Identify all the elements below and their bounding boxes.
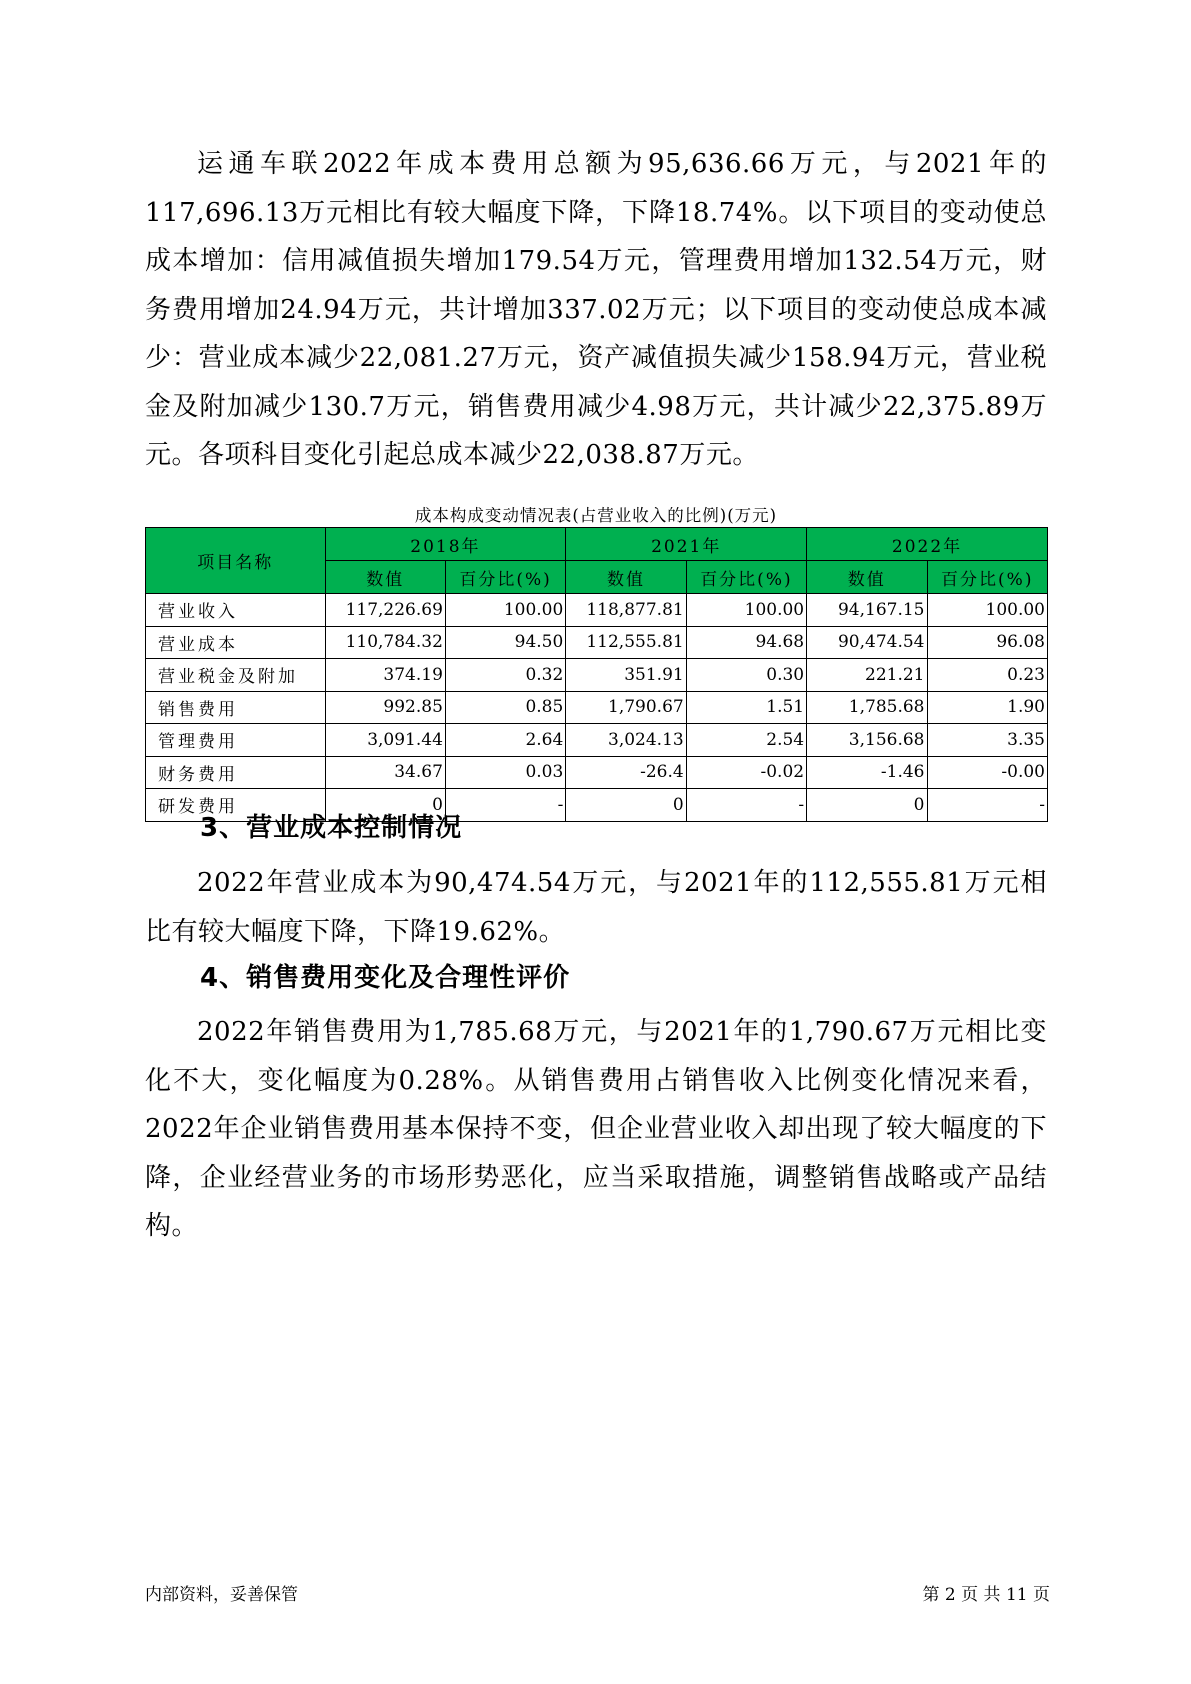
subheader-value: 数值: [566, 561, 686, 594]
cell-value: 110,784.32: [325, 626, 445, 659]
cell-value: 992.85: [325, 691, 445, 724]
header-item-name: 项目名称: [146, 528, 326, 594]
cell-percent: 0.32: [445, 659, 565, 692]
cell-percent: -0.02: [686, 756, 806, 789]
cell-value: 374.19: [325, 659, 445, 692]
cell-value: 94,167.15: [807, 594, 927, 627]
cell-value: 34.67: [325, 756, 445, 789]
subheader-percent: 百分比(%): [445, 561, 565, 594]
table-row: [146, 691, 1048, 724]
cell-percent: 100.00: [686, 594, 806, 627]
row-label: 研发费用: [146, 789, 326, 822]
paragraph-selling-expense: 2022年销售费用为1,785.68万元，与2021年的1,790.67万元相比变化不大，变化幅度为0.28%。从销售费用占销售收入比例变化情况来看，2022年企业销售费用基本保持不变，但企业营业收入却出现了较大幅度的下降，企业经营业务的市场形势恶化，应当采取措施，调整销售战略或产品结构。: [145, 1017, 1047, 1241]
cell-value: 117,226.69: [325, 594, 445, 627]
cell-percent: 2.54: [686, 724, 806, 757]
row-label: 财务费用: [146, 756, 326, 789]
cell-percent: -: [686, 789, 806, 822]
paragraph-cost-summary: 运通车联2022年成本费用总额为95,636.66万元，与2021年的117,696.13万元相比有较大幅度下降，下降18.74%。以下项目的变动使总成本增加：信用减值损失增加179.54万元，管理费用增加132.54万元，财务费用增加24.94万元，共计增加337.02万元；以下项目的变动使总成本减少：营业成本减少22,081.27万元，资产减值损失减少158.94万元，营业税金及附加减少130.7万元，销售费用减少4.98万元，共计减少22,375.89万元。各项科目变化引起总成本减少22,038.87万元。: [145, 149, 1047, 470]
cell-percent: 100.00: [445, 594, 565, 627]
header-year-2022: 2022年: [807, 528, 1048, 561]
section-heading-3: 3、营业成本控制情况: [200, 813, 463, 843]
table-row: [146, 724, 1048, 757]
cell-value: 0: [566, 789, 686, 822]
subheader-percent: 百分比(%): [927, 561, 1048, 594]
cell-percent: -: [927, 789, 1048, 822]
cell-percent: 0.30: [686, 659, 806, 692]
cell-value: -1.46: [807, 756, 927, 789]
row-label: 营业税金及附加: [146, 659, 326, 692]
cell-value: 351.91: [566, 659, 686, 692]
row-label: 营业成本: [146, 626, 326, 659]
table-body: [146, 594, 1048, 822]
header-year-2021: 2021年: [566, 528, 807, 561]
section-heading-4: 4、销售费用变化及合理性评价: [200, 963, 571, 993]
table-header-row: [146, 528, 1048, 561]
cell-percent: 0.23: [927, 659, 1048, 692]
subheader-value: 数值: [325, 561, 445, 594]
cell-value: 3,156.68: [807, 724, 927, 757]
cell-value: 90,474.54: [807, 626, 927, 659]
cell-value: 0: [325, 789, 445, 822]
footer-page-number: 第 2 页 共 11 页: [922, 1585, 1050, 1605]
cell-percent: 1.51: [686, 691, 806, 724]
footer-confidential-note: 内部资料，妥善保管: [145, 1585, 298, 1605]
table-row: [146, 626, 1048, 659]
cell-percent: 1.90: [927, 691, 1048, 724]
table-caption: 成本构成变动情况表(占营业收入的比例)(万元): [414, 506, 778, 525]
row-label: 销售费用: [146, 691, 326, 724]
subheader-percent: 百分比(%): [686, 561, 806, 594]
cell-value: -26.4: [566, 756, 686, 789]
subheader-value: 数值: [807, 561, 927, 594]
table-row: [146, 756, 1048, 789]
cell-value: 1,785.68: [807, 691, 927, 724]
cell-value: 118,877.81: [566, 594, 686, 627]
paragraph-operating-cost: 2022年营业成本为90,474.54万元，与2021年的112,555.81万元相比有较大幅度下降，下降19.62%。: [145, 868, 1047, 947]
header-year-2018: 2018年: [325, 528, 566, 561]
row-label: 营业收入: [146, 594, 326, 627]
cell-value: 112,555.81: [566, 626, 686, 659]
cell-percent: 3.35: [927, 724, 1048, 757]
cell-value: 3,024.13: [566, 724, 686, 757]
cell-percent: 0.03: [445, 756, 565, 789]
cell-percent: -0.00: [927, 756, 1048, 789]
cell-value: 0: [807, 789, 927, 822]
row-label: 管理费用: [146, 724, 326, 757]
cell-percent: 94.68: [686, 626, 806, 659]
cell-value: 1,790.67: [566, 691, 686, 724]
cell-value: 3,091.44: [325, 724, 445, 757]
cell-value: 221.21: [807, 659, 927, 692]
cost-structure-table: [145, 527, 1048, 822]
cell-percent: 100.00: [927, 594, 1048, 627]
cell-percent: 0.85: [445, 691, 565, 724]
table-row: [146, 659, 1048, 692]
cell-percent: 94.50: [445, 626, 565, 659]
cell-percent: -: [445, 789, 565, 822]
cell-percent: 2.64: [445, 724, 565, 757]
cell-percent: 96.08: [927, 626, 1048, 659]
table-row: [146, 594, 1048, 627]
